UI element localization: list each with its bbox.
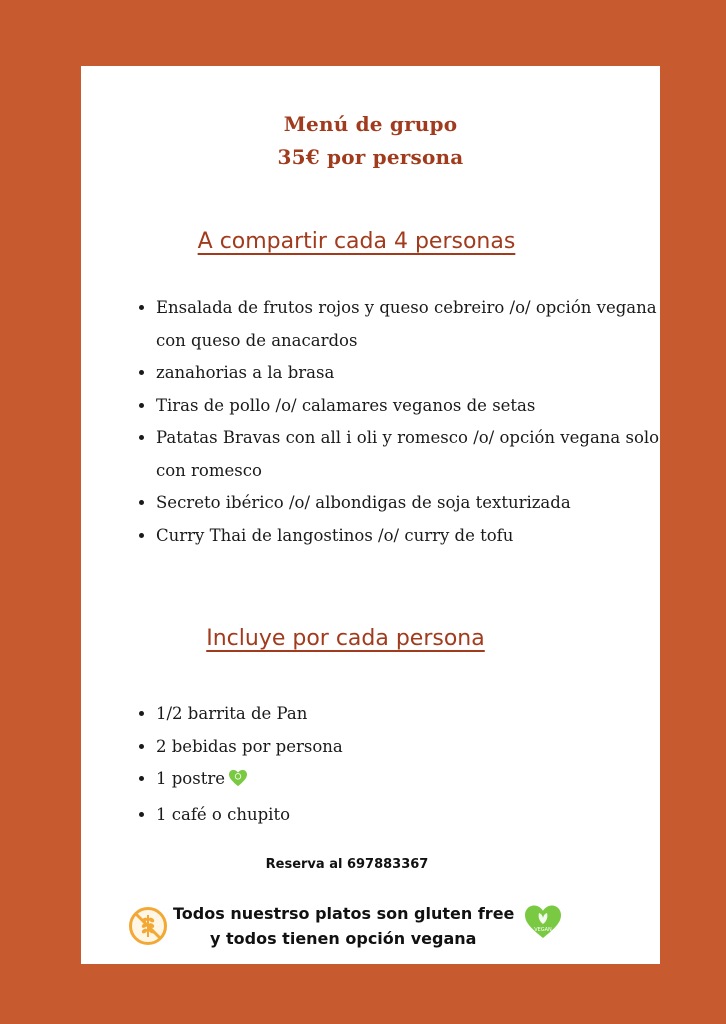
section-heading-include: Incluye por cada persona xyxy=(206,626,485,651)
gluten-free-icon xyxy=(128,906,168,950)
list-item: • Curry Thai de langostinos /o/ curry de tofu xyxy=(156,520,676,553)
list-item: • Tiras de pollo /o/ calamares veganos de setas xyxy=(156,390,676,423)
footer-gluten-free-text: Todos nuestrso platos son gluten free xyxy=(173,904,515,923)
share-list xyxy=(121,292,676,552)
vegan-badge-label: VEGAN xyxy=(534,927,552,933)
list-item xyxy=(156,763,676,799)
list-item: • zanahorias a la brasa xyxy=(156,357,676,390)
section-heading-share: A compartir cada 4 personas xyxy=(197,229,516,254)
footer-vegan-text: y todos tienen opción vegana xyxy=(210,929,477,948)
list-item: • 1/2 barrita de Pan xyxy=(156,698,676,731)
list-item: • Ensalada de frutos rojos y queso cebreiro /o/ opción vegana con queso de anacardos xyxy=(156,292,676,357)
menu-title: Menú de grupo xyxy=(283,112,458,136)
list-item: • 2 bebidas por persona xyxy=(156,731,676,764)
menu-card xyxy=(81,66,660,964)
include-list xyxy=(121,698,676,831)
vegan-heart-icon xyxy=(228,766,248,799)
reservation-phone: Reserva al 697883367 xyxy=(265,857,429,872)
menu-price: 35€ por persona xyxy=(277,145,464,169)
list-item-text: 1 postre xyxy=(156,769,225,788)
list-item: • Patatas Bravas con all i oli y romesco /o/ opción vegana solo con romesco xyxy=(156,422,676,487)
list-item: • Secreto ibérico /o/ albondigas de soja texturizada xyxy=(156,487,676,520)
list-item: • 1 café o chupito xyxy=(156,799,676,832)
vegan-badge-icon xyxy=(524,904,562,944)
